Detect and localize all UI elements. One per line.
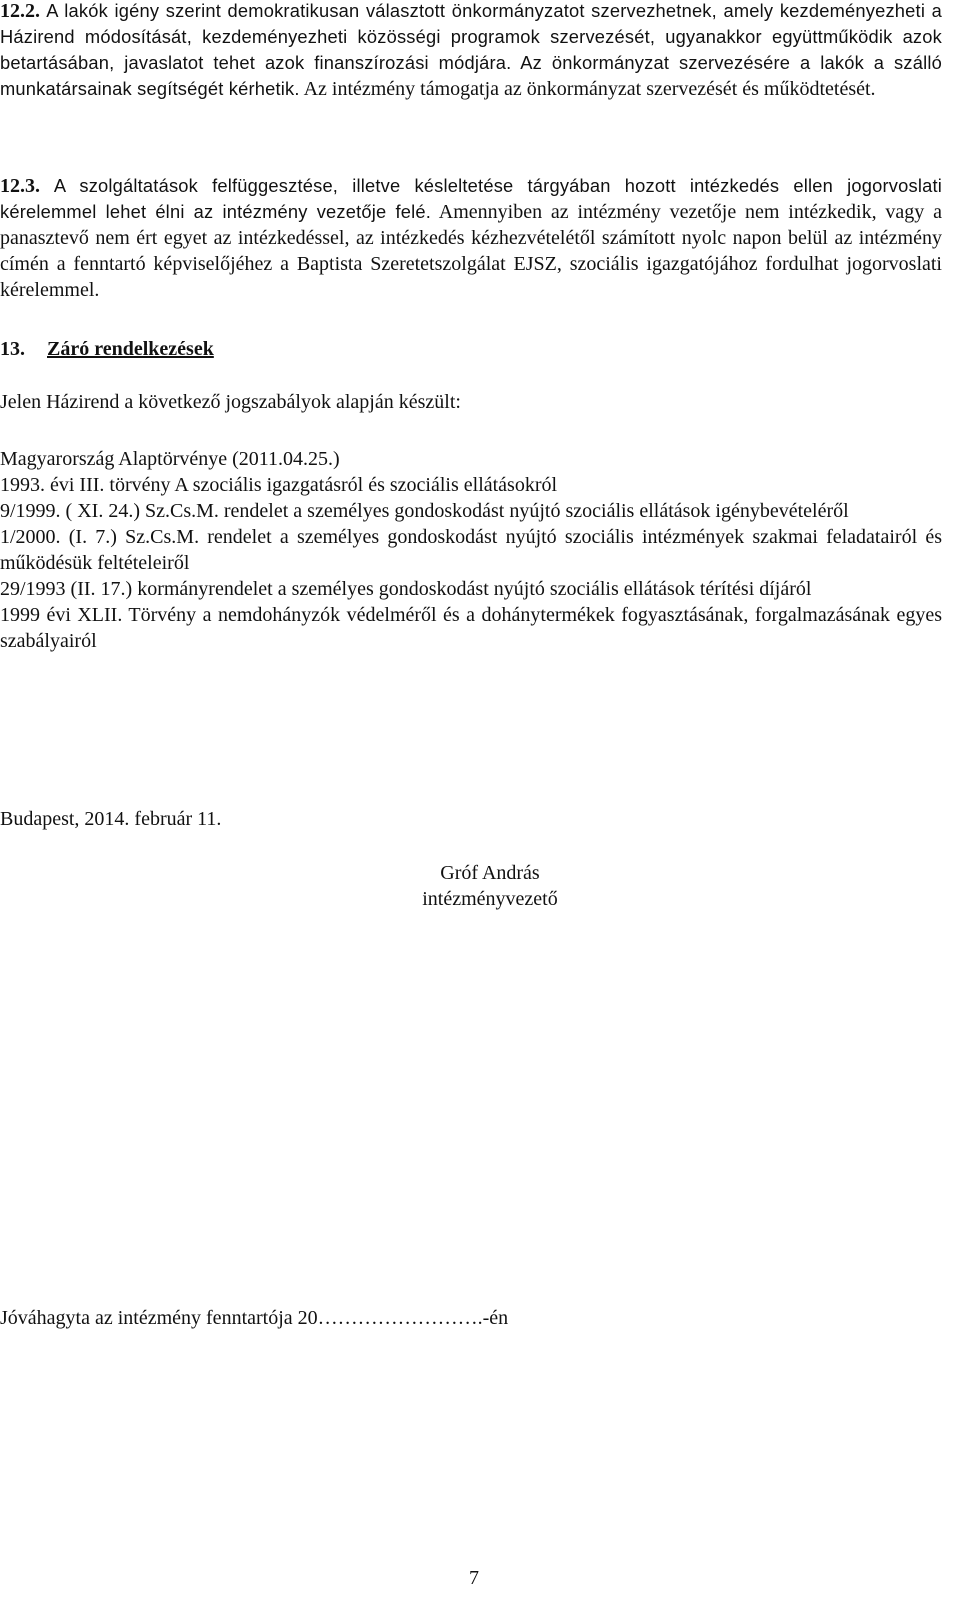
law-item: Magyarország Alaptörvénye (2011.04.25.) bbox=[0, 448, 340, 470]
section-number: 13. bbox=[0, 338, 25, 360]
page-number: 7 bbox=[469, 1567, 479, 1589]
laws-list bbox=[0, 446, 942, 654]
signatory-name: Gróf András bbox=[440, 862, 540, 884]
section-number: 12.2. bbox=[0, 0, 40, 22]
section-text-part-2: Az intézmény támogatja az önkormányzat szervezését és működtetését. bbox=[303, 78, 876, 100]
place-and-date: Budapest, 2014. február 11. bbox=[0, 808, 222, 830]
law-item: 1/2000. (I. 7.) Sz.Cs.M. rendelet a személyes gondoskodást nyújtó szociális intézmények szakmai feladatairól és működésük feltételeiről bbox=[0, 526, 942, 574]
signatory-role: intézményvezető bbox=[422, 888, 558, 910]
section-text-part-1: A szolgáltatások felfüggesztése, illetve késleltetése tárgyában hozott intézkedés ellen jogorvoslati kérelemmel lehet élni az intézmény vezetője felé. bbox=[0, 175, 943, 222]
laws-intro: Jelen Házirend a következő jogszabályok alapján készült: bbox=[0, 391, 461, 413]
signature-block bbox=[400, 860, 580, 912]
section-text-part-2: Amennyiben az intézmény vezetője nem intézkedik, vagy a panasztevő nem ért egyet az intézkedéssel, az intézkedés kézhezvételétől számított nyolc napon belül az intézmény címén a fenntartó képviselőjéhez a Baptista Szeretetszolgálat EJSZ, szociális igazgatójához fordulhat jogorvoslati kérelemmel. bbox=[0, 201, 942, 301]
approval-line: Jóváhagyta az intézmény fenntartója 20…………………….-én bbox=[0, 1307, 509, 1329]
section-12-3 bbox=[0, 173, 942, 303]
law-item: 29/1993 (II. 17.) kormányrendelet a személyes gondoskodást nyújtó szociális ellátások térítési díjáról bbox=[0, 578, 812, 600]
section-12-2 bbox=[0, 0, 942, 102]
section-number: 12.3. bbox=[0, 175, 40, 197]
section-13-heading bbox=[0, 336, 942, 362]
law-item: 1993. évi III. törvény A szociális igazgatásról és szociális ellátásokról bbox=[0, 474, 558, 496]
law-item: 1999 évi XLII. Törvény a nemdohányzók védelméről és a dohánytermékek fogyasztásának, forgalmazásának egyes szabályairól bbox=[0, 604, 942, 652]
section-title: Záró rendelkezések bbox=[47, 338, 214, 360]
law-item: 9/1999. ( XI. 24.) Sz.Cs.M. rendelet a személyes gondoskodást nyújtó szociális ellátások igénybevételéről bbox=[0, 500, 849, 522]
section-text-part-1: A lakók igény szerint demokratikusan választott önkormányzatot szervezhetnek, amely kezdeményezheti a Házirend módosítását, kezdeményezheti közösségi programok szervezését, ugyanakkor együttműködik azok betartásában, javaslatot tehet azok finanszírozási módjára. Az önkormányzat szervezésére a lakók a szálló munkatársainak segítségét kérhetik. bbox=[0, 0, 943, 99]
